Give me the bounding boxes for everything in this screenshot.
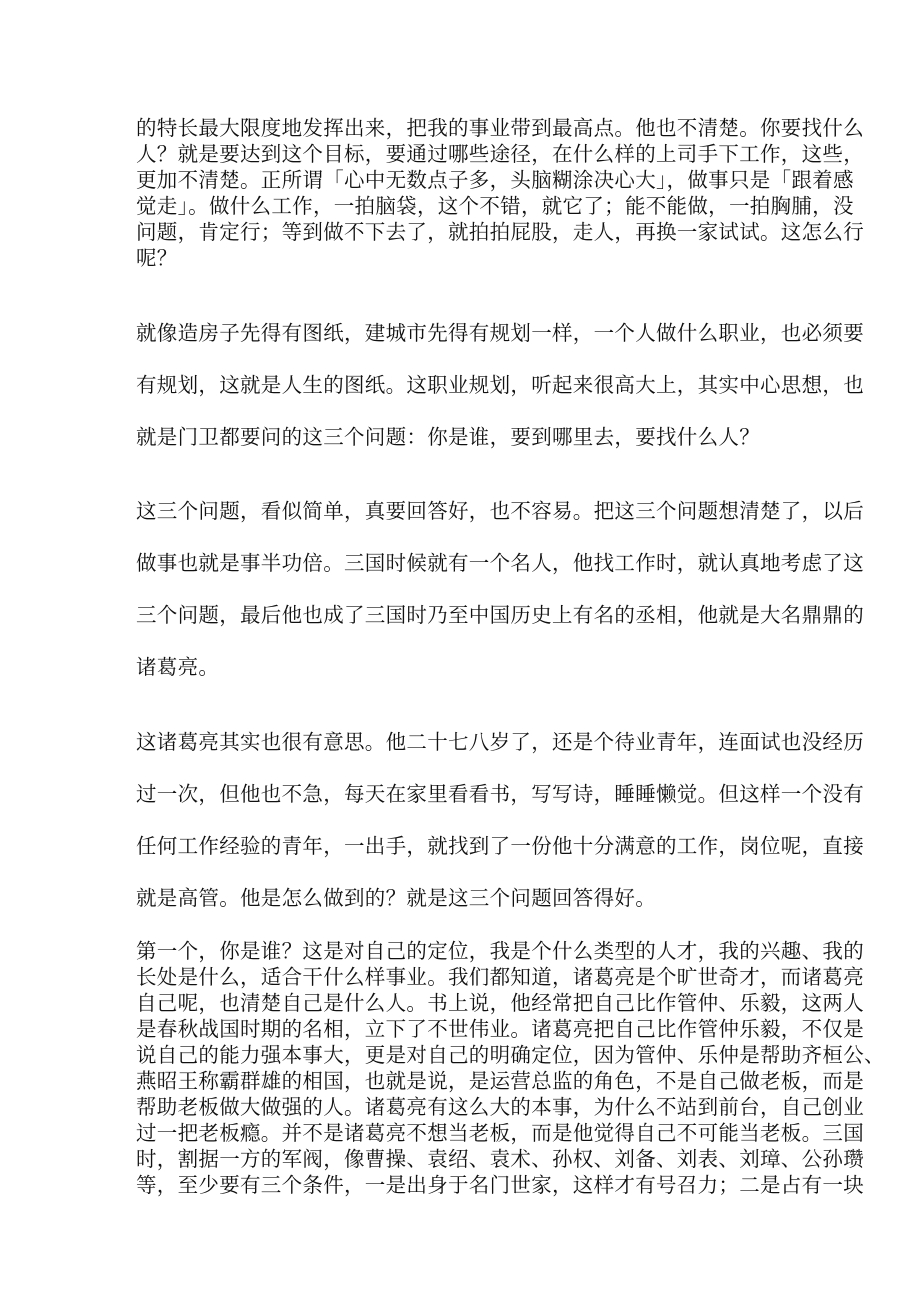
paragraph-5-line-10: 等，至少要有三个条件，一是出身于名门世家，这样才有号召力；二是占有一块 xyxy=(136,1173,864,1197)
paragraph-5-line-6: 燕昭王称霸群雄的相国，也就是说，是运营总监的角色，不是自己做老板，而是 xyxy=(136,1069,864,1093)
paragraph-3-line-4: 诸葛亮。 xyxy=(136,655,220,679)
paragraph-5-line-5: 说自己的能力强本事大，更是对自己的明确定位，因为管仲、乐仲是帮助齐桓公、 xyxy=(136,1043,885,1067)
paragraph-3-line-3: 三个问题，最后他也成了三国时乃至中国历史上有名的丞相，他就是大名鼎鼎的 xyxy=(136,603,864,627)
paragraph-5-line-1: 第一个，你是谁？这是对自己的定位，我是个什么类型的人才，我的兴趣、我的 xyxy=(136,939,864,963)
paragraph-1-line-5: 问题，肯定行；等到做不下去了，就拍拍屁股，走人，再换一家试试。这怎么行 xyxy=(136,220,864,244)
paragraph-4-line-2: 过一次，但他也不急，每天在家里看看书，写写诗，睡睡懒觉。但这样一个没有 xyxy=(136,782,864,806)
paragraph-5-line-8: 过一把老板瘾。并不是诸葛亮不想当老板，而是他觉得自己不可能当老板。三国 xyxy=(136,1121,864,1145)
paragraph-4-line-1: 这诸葛亮其实也很有意思。他二十七八岁了，还是个待业青年，连面试也没经历 xyxy=(136,730,864,754)
paragraph-5-line-7: 帮助老板做大做强的人。诸葛亮有这么大的本事，为什么不站到前台，自己创业 xyxy=(136,1095,864,1119)
paragraph-1-line-1: 的特长最大限度地发挥出来，把我的事业带到最高点。他也不清楚。你要找什么 xyxy=(136,116,864,140)
paragraph-1-line-3: 更加不清楚。正所谓「心中无数点子多，头脑糊涂决心大」，做事只是「跟着感 xyxy=(136,168,854,192)
paragraph-2-line-3: 就是门卫都要问的这三个问题：你是谁，要到哪里去，要找什么人？ xyxy=(136,425,760,449)
paragraph-5-line-3: 自己呢，也清楚自己是什么人。书上说，他经常把自己比作管仲、乐毅，这两人 xyxy=(136,991,864,1015)
paragraph-4-line-3: 任何工作经验的青年，一出手，就找到了一份他十分满意的工作，岗位呢，直接 xyxy=(136,834,864,858)
paragraph-2-line-1: 就像造房子先得有图纸，建城市先得有规划一样，一个人做什么职业，也必须要 xyxy=(136,321,864,345)
paragraph-2-line-2: 有规划，这就是人生的图纸。这职业规划，听起来很高大上，其实中心思想，也 xyxy=(136,373,864,397)
paragraph-3-line-2: 做事也就是事半功倍。三国时候就有一个名人，他找工作时，就认真地考虑了这 xyxy=(136,551,864,575)
paragraph-3-line-1: 这三个问题，看似简单，真要回答好，也不容易。把这三个问题想清楚了，以后 xyxy=(136,499,864,523)
paragraph-4-line-4: 就是高管。他是怎么做到的？就是这三个问题回答得好。 xyxy=(136,886,656,910)
paragraph-1-line-2: 人？就是要达到这个目标，要通过哪些途径，在什么样的上司手下工作，这些， xyxy=(136,142,864,166)
paragraph-5-line-2: 长处是什么，适合干什么样事业。我们都知道，诸葛亮是个旷世奇才，而诸葛亮 xyxy=(136,965,864,989)
paragraph-5-line-9: 时，割据一方的军阀，像曹操、袁绍、袁术、孙权、刘备、刘表、刘璋、公孙瓒 xyxy=(136,1147,864,1171)
paragraph-1-line-4: 觉走」。做什么工作，一拍脑袋，这个不错，就它了；能不能做，一拍胸脯，没 xyxy=(136,194,854,218)
paragraph-5-line-4: 是春秋战国时期的名相，立下了不世伟业。诸葛亮把自己比作管仲乐毅，不仅是 xyxy=(136,1017,864,1041)
paragraph-1-line-6: 呢？ xyxy=(136,246,178,270)
